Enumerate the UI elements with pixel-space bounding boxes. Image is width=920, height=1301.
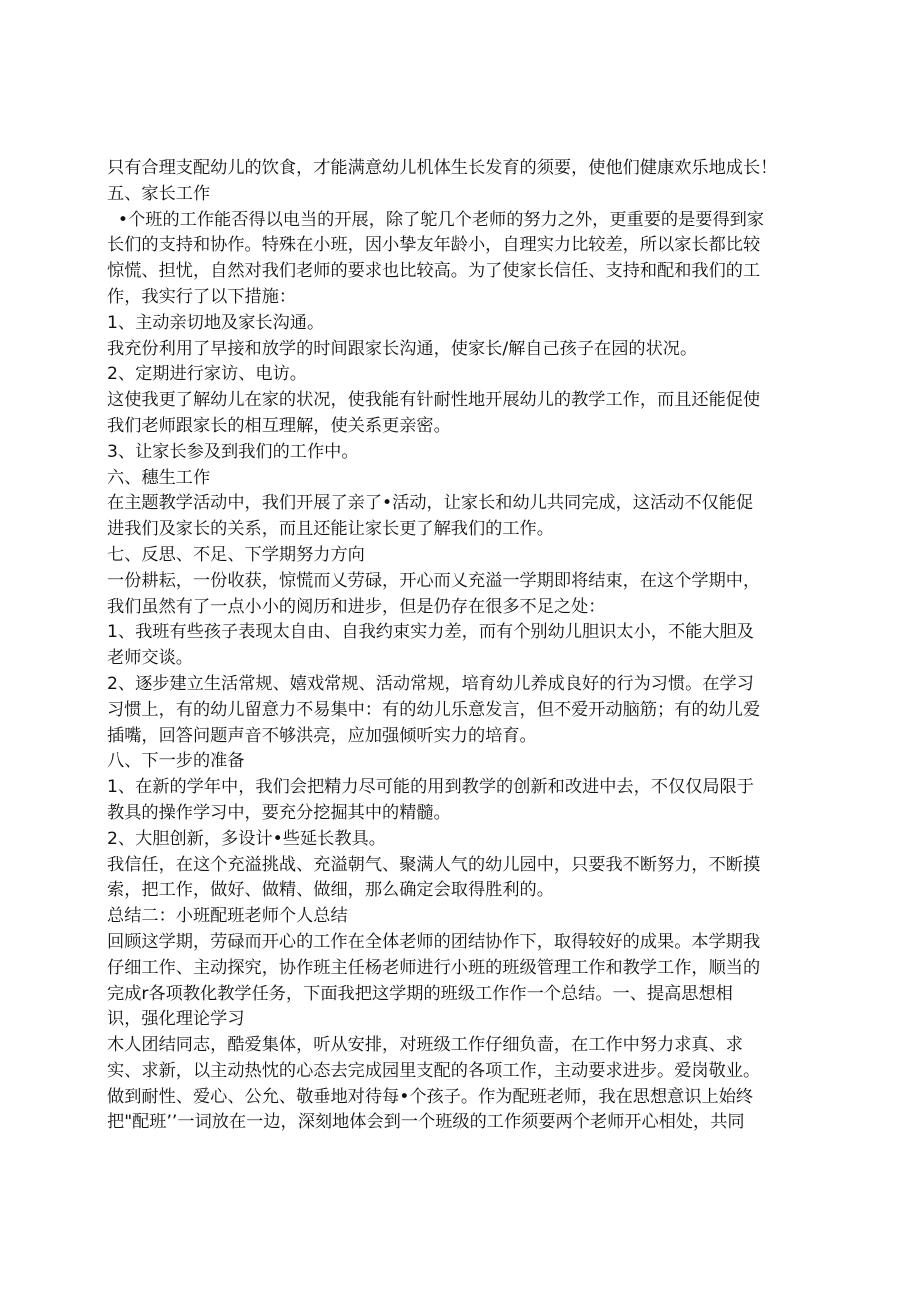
text-line: 习惯上，有的幼儿留意力不易集中：有的幼儿乐意发言，但不爱开动脑筋；有的幼儿爱	[107, 699, 761, 720]
text-line: 木人团结同志，酷爱集体，听从安排，对班级工作仔细负啬，在工作中努力求真、求	[107, 1035, 743, 1056]
section-heading: 八、下一步的准备	[107, 751, 245, 772]
text-line: 老师交谈。	[107, 648, 193, 669]
text-line: 惊慌、担忧，自然对我们老师的要求也比较高。为了使家长信任、支持和配和我们的工	[107, 261, 761, 282]
text-line: 完成r各项教化教学任务，下面我把这学期的班级工作作一个总结。一、提高思想相	[107, 983, 733, 1004]
text-line: 只有合理支配幼儿的饮食，才能满意幼儿机体生长发育的须要，使他们健康欢乐地成长！	[107, 158, 778, 178]
text-line: 仔细工作、主动探究，协作班主任杨老师进行小班的班级管理工作和教学工作，顺当的	[107, 957, 761, 978]
text-line: 回顾这学期，劳碌而开心的工作在全体老师的团结协作下，取得较好的成果。本学期我	[107, 931, 761, 952]
text-line: 我充份利用了早接和放学的时间跟家长沟通，使家长/解自己孩子在园的状况。	[107, 338, 698, 359]
text-line: 这使我更了解幼儿在家的状况，使我能有针耐性地开展幼儿的教学工作，而且还能促使	[107, 390, 761, 411]
text-line: 做到耐性、爱心、公允、敬垂地对待每•个孩子。作为配班老师，我在思想意识上始终	[107, 1086, 754, 1107]
list-item: 3、让家长参及到我们的工作中。	[107, 441, 359, 462]
text-line: 插嘴，回答问题声音不够洪亮，应加强倾听实力的培育。	[107, 725, 537, 746]
text-line: 教具的操作学习中，要充分挖掘其中的精髓。	[107, 802, 451, 823]
document-body	[107, 156, 827, 1136]
text-line: 实、求新，以主动热忱的心态去完成园里支配的各项工作，主动要求进步。爱岗敬业。	[107, 1060, 761, 1081]
list-item: 1、我班有些孩子表现太自由、自我约束实力差，而有个别幼儿胆识太小，不能大胆及	[107, 622, 754, 643]
list-item: 1、在新的学年中，我们会把精力尽可能的用到教学的创新和改进中去，不仅仅局限于	[107, 777, 754, 798]
list-item: 1、主动亲切地及家长沟通。	[107, 312, 325, 333]
text-line: 作，我实行了以下措施：	[107, 286, 297, 307]
text-line: 进我们及家长的关系，而且还能让家长更了解我们的工作。	[107, 519, 554, 540]
list-item: 2、定期进行家访、电访。	[107, 364, 307, 385]
section-heading: 总结二：小班配班老师个人总结	[107, 906, 348, 927]
text-line: •个班的工作能否得以电当的开展，除了鸵几个老师的努力之外，更重要的是要得到家	[107, 209, 765, 230]
list-item: 2、逐步建立生活常规、嬉戏常规、活动常规，培育幼儿养成良好的行为习惯。在学习	[107, 673, 754, 694]
text-line: 识，强化理论学习	[107, 1009, 245, 1030]
text-line: 我们虽然有了一点小小的阅历和进步，但是仍存在很多不足之处：	[107, 596, 606, 617]
text-line: 在主题教学活动中，我们开展了亲了•活动，让家长和幼儿共同完成，这活动不仅能促	[107, 493, 754, 514]
text-line: 索，把工作，做好、做精、做细，那么确定会取得胜利的。	[107, 880, 554, 901]
list-item: 2、大胆创新，多设计•些延长教具。	[107, 828, 386, 849]
text-line: 我信任，在这个充溢挑战、充溢朝气、聚满人气的幼儿园中，只要我不断努力，不断摸	[107, 854, 761, 875]
section-heading: 五、家长工作	[107, 183, 211, 204]
text-line: 我们老师跟家长的相互理解，使关系更亲密。	[107, 415, 451, 436]
text-line: 一份耕耘，一份收获，惊慌而乂劳碌，开心而乂充溢一学期即将结束，在这个学期中，	[107, 570, 761, 591]
text-line: 把"配班’’一词放在一边，深刻地体会到一个班级的工作须要两个老师开心相处，共同	[107, 1112, 745, 1133]
section-heading: 七、反思、不足、下学期努力方向	[107, 544, 365, 565]
text-line: 长们的支持和协作。特殊在小班，因小挚友年龄小，自理实力比较差，所以家长都比较	[107, 235, 761, 256]
section-heading: 六、穗生工作	[107, 467, 211, 488]
